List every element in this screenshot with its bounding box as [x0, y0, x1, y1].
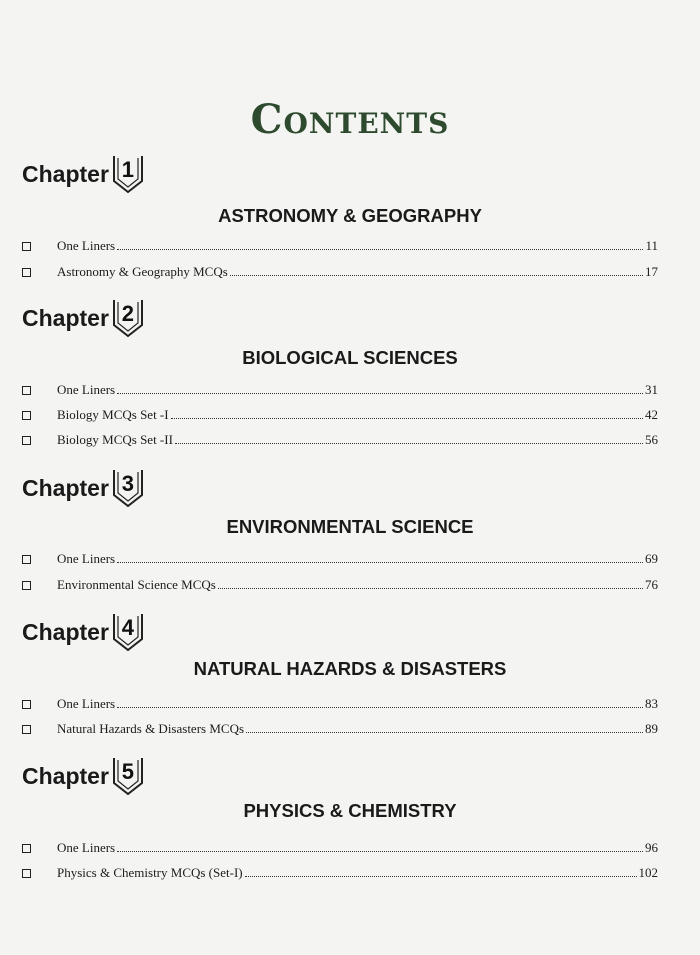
chapter-number-badge: [111, 468, 145, 508]
section-title: BIOLOGICAL SCIENCES: [242, 347, 458, 368]
section-title: NATURAL HAZARDS & DISASTERS: [193, 658, 507, 679]
entry-label: Natural Hazards & Disasters MCQs: [57, 721, 245, 736]
toc-entry[interactable]: [22, 836, 658, 856]
entry-label: Astronomy & Geography MCQs: [57, 264, 228, 279]
entry-page-number: 96: [645, 840, 658, 855]
entry-label: Physics & Chemistry MCQs (Set-I): [57, 865, 243, 880]
section-title: ASTRONOMY & GEOGRAPHY: [218, 205, 482, 226]
entry-label: Environmental Science MCQs: [57, 577, 216, 592]
section-title: PHYSICS & CHEMISTRY: [243, 800, 457, 821]
toc-entry[interactable]: [22, 692, 658, 712]
dot-leader: [175, 442, 643, 444]
chapter-heading-2: [22, 296, 145, 340]
chapter-number: 3: [121, 471, 135, 496]
chapter-label: Chapter: [22, 304, 109, 331]
entry-label: One Liners: [57, 696, 116, 711]
entry-label: One Liners: [57, 840, 116, 855]
dot-leader: [218, 587, 643, 589]
chapter-number: 5: [121, 759, 135, 784]
chapter-number: 2: [121, 301, 135, 326]
dot-leader: [117, 248, 643, 250]
chapter-number-badge: [111, 612, 145, 652]
chapter-label: Chapter: [22, 474, 109, 501]
checkbox-bullet-icon: [22, 436, 31, 445]
dot-leader: [230, 274, 643, 276]
toc-entry[interactable]: [22, 573, 658, 593]
dot-leader: [171, 417, 643, 419]
entry-page-number: 89: [645, 721, 658, 736]
chapter-number-badge: [111, 298, 145, 338]
dot-leader: [245, 875, 637, 877]
checkbox-bullet-icon: [22, 242, 31, 251]
chapter-label: Chapter: [22, 160, 109, 187]
toc-entry[interactable]: [22, 378, 658, 398]
entry-label: One Liners: [57, 238, 116, 253]
chapter-label: Chapter: [22, 762, 109, 789]
checkbox-bullet-icon: [22, 725, 31, 734]
toc-entry[interactable]: [22, 260, 658, 280]
chapter-heading-3: [22, 466, 145, 510]
dot-leader: [117, 561, 643, 563]
entry-label: One Liners: [57, 551, 116, 566]
checkbox-bullet-icon: [22, 844, 31, 853]
page-title: Contents: [250, 96, 450, 143]
toc-entry[interactable]: [22, 547, 658, 567]
chapter-label: Chapter: [22, 618, 109, 645]
dot-leader: [246, 731, 643, 733]
toc-entry[interactable]: [22, 234, 658, 254]
entry-page-number: 102: [638, 865, 658, 880]
dot-leader: [117, 706, 643, 708]
entry-page-number: 69: [645, 551, 658, 566]
entry-label: Biology MCQs Set -I: [57, 407, 169, 422]
entry-page-number: 11: [645, 238, 658, 253]
section-title: ENVIRONMENTAL SCIENCE: [226, 516, 474, 537]
entry-label: Biology MCQs Set -II: [57, 432, 173, 447]
checkbox-bullet-icon: [22, 700, 31, 709]
chapter-heading-4: [22, 610, 145, 654]
checkbox-bullet-icon: [22, 411, 31, 420]
entry-label: One Liners: [57, 382, 116, 397]
chapter-number: 4: [121, 615, 135, 640]
checkbox-bullet-icon: [22, 555, 31, 564]
chapter-number-badge: [111, 154, 145, 194]
toc-entry[interactable]: [22, 403, 658, 423]
entry-page-number: 31: [645, 382, 658, 397]
chapter-number: 1: [121, 157, 135, 182]
toc-entry[interactable]: [22, 861, 658, 881]
toc-entry[interactable]: [22, 717, 658, 737]
checkbox-bullet-icon: [22, 581, 31, 590]
checkbox-bullet-icon: [22, 869, 31, 878]
chapter-number-badge: [111, 756, 145, 796]
entry-page-number: 83: [645, 696, 658, 711]
entry-page-number: 42: [645, 407, 658, 422]
dot-leader: [117, 850, 643, 852]
checkbox-bullet-icon: [22, 268, 31, 277]
chapter-heading-1: [22, 152, 145, 196]
entry-page-number: 56: [645, 432, 658, 447]
dot-leader: [117, 392, 643, 394]
entry-page-number: 17: [645, 264, 658, 279]
entry-page-number: 76: [645, 577, 658, 592]
checkbox-bullet-icon: [22, 386, 31, 395]
toc-entry[interactable]: [22, 428, 658, 448]
chapter-heading-5: [22, 754, 145, 798]
